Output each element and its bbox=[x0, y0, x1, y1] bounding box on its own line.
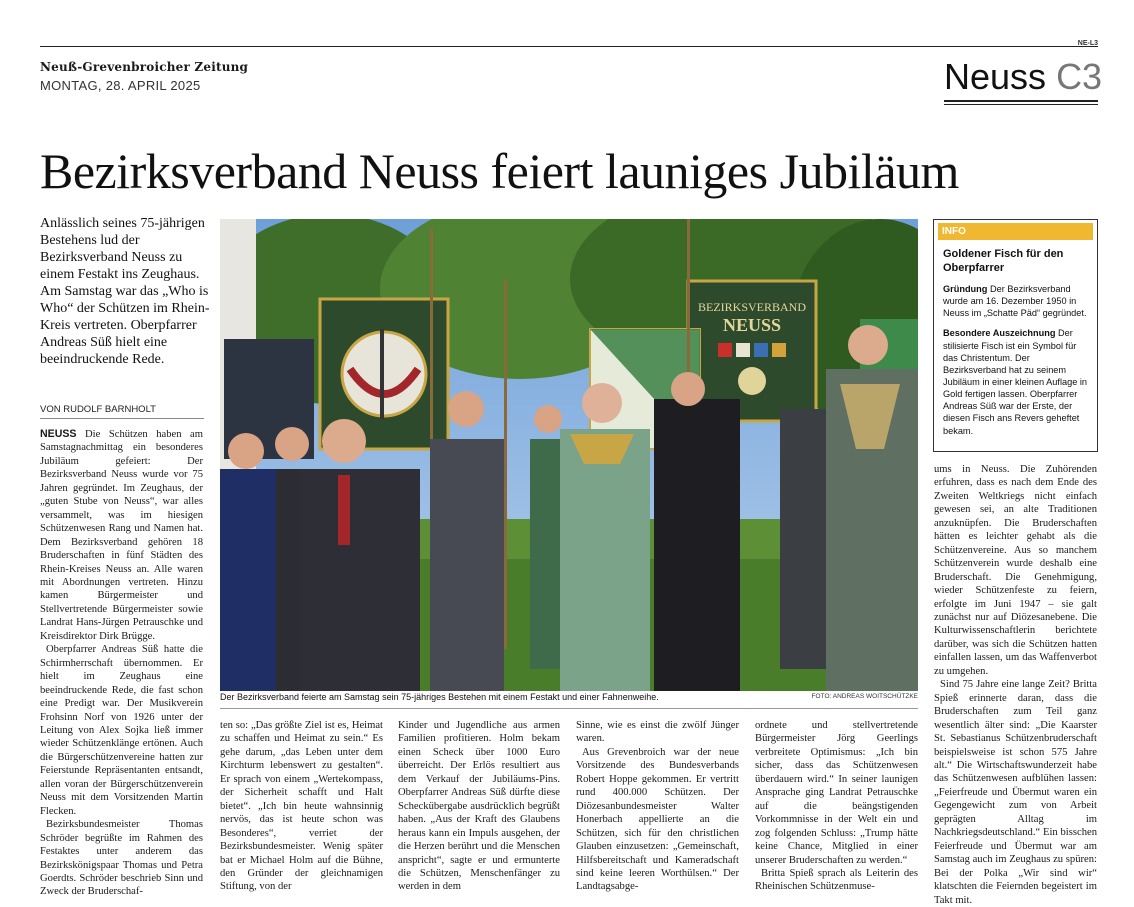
photo-credit: FOTO: ANDREAS WOITSCHÜTZKE bbox=[811, 693, 918, 700]
paragraph: ums in Neuss. Die Zuhörenden erfuhren, dass es nach dem Ende des Zweiten Weltkriegs nicht einfach gewesen sei, an alte Traditionen anzuknüpfen. Die Bruderschaften hätten es leichter gehabt als die Schützenvereine. Aus so manchem Schützenverein wurde deshalb eine Bruderschaft. Die Genehmigung, wieder Schützenfeste zu feiern, erfolgte im Juni 1947 – sie galt zunächst nur auf Diözesanebene. Die Kulturwissenschaftlerin berichtete darüber, was sich die Schützen hatten einfallen lassen, um das Waffenverbot zu umgehen. bbox=[934, 464, 1097, 677]
article-lede: Anlässlich seines 75-jährigen Bestehens lud der Bezirksverband Neuss zu einem Festakt ins Zeughaus. Am Samstag war das „Who is Who“ der Schützen im Rhein-Kreis vertreten. Oberpfarrer Andreas Süß hielt eine beeindruckende Rede. bbox=[40, 216, 210, 367]
paragraph: Die Schützen haben am Samstagnachmittag ein besonderes Jubiläum gefeiert: Der Bezirksverband Neuss wurde vor 75 Jahren gegründet. Im Zeughaus, der „guten Stube von Neuss“, war alles versammelt, was im hiesigen Schützenwesen Rang und Namen hat. Dem Bezirksverband gehören 18 Bruderschaften in fünf Städten des Rhein-Kreises Neuss an. Alle waren mit Abordnungen vertreten. Hinzu kamen Bürgermeister und Stellvertretende Bürgermeister sowie Landrat Hans-Jürgen Petrauschke und Kreisdirektor Dirk Brügge. bbox=[40, 429, 203, 642]
article-column-2 bbox=[220, 719, 383, 894]
article-headline: Bezirksverband Neuss feiert launiges Jubiläum bbox=[40, 143, 959, 199]
paragraph: Bezirksbundesmeister Thomas Schröder begrüßte im Rahmen des Festaktes unter anderem das Bezirkskönigspaar Thomas und Petra Goerdts. Schröder beschrieb Sinn und Zweck der Bruderschaf- bbox=[40, 819, 203, 898]
issue-date: MONTAG, 28. APRIL 2025 bbox=[40, 78, 201, 93]
paragraph: ten so: „Das größte Ziel ist es, Heimat zu schaffen und Heimat zu sein.“ Es gehe darum, „das Leben unter dem Kirchturm lebenswert zu gestalten“. Er sprach von einem „Wertekompass, der Sicherheit schafft und Halt bietet“. „Ich bin heute wahnsinnig nervös, das ist heute schon was Besonderes“, verriet der Bezirksbundesmeister. Wenig später bat er Michael Holm auf die Bühne, den Gründer der gleichnamigen Stiftung, von der bbox=[220, 720, 383, 893]
section-name: Neuss bbox=[944, 56, 1047, 97]
caption-text: Der Bezirksverband feierte am Samstag sein 75-jähriges Bestehen mit einem Festakt und einer Fahnenweihe. bbox=[220, 692, 659, 702]
info-body bbox=[943, 283, 1091, 445]
dateline-kicker: NEUSS bbox=[40, 428, 77, 440]
article-column-1 bbox=[40, 428, 203, 899]
paragraph: Britta Spieß sprach als Leiterin des Rheinischen Schützenmuse- bbox=[755, 867, 918, 893]
section-rule bbox=[944, 100, 1098, 102]
banner-text-1: BEZIRKSVERBAND bbox=[697, 300, 807, 314]
paragraph: ordnete und stellvertretende Bürgermeister Jörg Geerlings verbreitete Optimismus: „Ich bin sicher, dass das Schützenwesen überdauern wird.“ In seiner launigen Ansprache ging Landrat Petrauschke auf die beängstigenden Vorkommnisse in der Welt ein und zog folgenden Schluss: „Trump hätte keine Chance, Mitglied in einer unserer Bruderschaften zu werden.“ bbox=[755, 720, 918, 866]
byline: VON RUDOLF BARNHOLT bbox=[40, 404, 156, 415]
info-box bbox=[933, 219, 1098, 452]
paragraph: Sind 75 Jahre eine lange Zeit? Britta Spieß erinnerte daran, dass die Bruderschaften zum Teil ganz wesentlich älter sind: „Die Kaarster St. Sebastianus Schützenbruderschaft beispielsweise ist schon 575 Jahre alt.“ Die Wirtschaftswunderzeit habe das Schützenwesen aufblühen lassen: „Feierfreude und Übermut waren ein Gegengewicht zum von Arbeit geprägten Alltag im Nachkriegsdeutschland.“ Ein bisschen Feierfreude und Übermut war am Samstag auch im Zeughaus zu spüren: Bei der Polka „Wir sind wir“ klatschten die Feiernden begeistert im Takt mit. bbox=[934, 679, 1097, 906]
info-title: Goldener Fisch für den Oberpfarrer bbox=[943, 248, 1064, 275]
caption-rule bbox=[220, 708, 918, 709]
article-column-3 bbox=[398, 719, 560, 894]
top-rule bbox=[40, 46, 1098, 47]
page-number: C3 bbox=[1056, 56, 1103, 97]
info-subhead: Gründung bbox=[943, 284, 988, 294]
section-rule-thin bbox=[944, 104, 1098, 105]
paragraph: Sinne, wie es einst die zwölf Jünger waren. bbox=[576, 720, 739, 745]
paragraph: Aus Grevenbroich war der neue Vorsitzende des Bundesverbands Robert Hoppe gekommen. Er vertritt rund 400.000 Schützen. Der Diözesanbundesmeister Walter Honerbach appellierte an die Schützen, sich für den christlichen Glauben einzusetzen: „Gemeinschaft, Hilfsbereitschaft und Kameradschaft sind keine leeren Worthülsen.“ Der Landtagsabge- bbox=[576, 746, 739, 893]
paragraph: Kinder und Jugendliche aus armen Familien profitieren. Holm bekam einen Scheck über 1000 Euro überreicht. Der Erlös resultiert aus dem Verkauf der Jubiläums-Pins. Oberpfarrer Andreas Süß dürfte diese Scheckübergabe ausdrücklich begrüßt haben. „Aus der Kraft des Glaubens heraus kann ein Impuls ausgehen, der die Herzen berührt und die Menschen anspricht“, sagte er und ermunterte die Schützen, Menschenfänger zu werden in dem bbox=[398, 720, 560, 893]
info-text: Der Bezirksverband wurde am 16. Dezember 1950 in Neuss im „Schatte Päd“ gegründet. bbox=[943, 284, 1087, 319]
article-column-6 bbox=[934, 463, 1097, 907]
article-column-4 bbox=[576, 719, 739, 894]
banner-text-2: NEUSS bbox=[722, 315, 782, 335]
info-text: Der stilisierte Fisch ist ein Symbol für das Christentum. Der Bezirksverband hat zu seinem Jubiläum in einer kleinen Auflage in Gold fertigen lassen. Oberpfarrer Andreas Süß war der Erste, der diesen Fisch ans Revers geheftet bekam. bbox=[943, 328, 1088, 436]
photo-caption bbox=[220, 692, 918, 708]
info-tag: INFO bbox=[938, 223, 1093, 240]
article-photo bbox=[220, 219, 918, 691]
section-header bbox=[944, 56, 1102, 98]
paragraph: Oberpfarrer Andreas Süß hatte die Schirmherrschaft übernommen. Er hielt im Zeughaus eine beeindruckende Rede, die fast schon eine Predigt war. Der Musikverein Frohsinn Norf von 1926 unter der Leitung von Alex Sojka ließ immer wieder Schützenklänge ertönen. Auch die Bürgerschützenvereine hatten zur Feierstunde Repräsentanten entsandt, allen voran der Bürgerschützenverein Neuss mit dem Vorsitzenden Martin Flecken. bbox=[40, 644, 203, 817]
info-subhead: Besondere Auszeichnung bbox=[943, 328, 1056, 339]
group-photo-illustration bbox=[220, 219, 918, 691]
byline-rule bbox=[40, 418, 204, 419]
page-code: NE-L3 bbox=[1077, 40, 1098, 47]
article-column-5 bbox=[755, 719, 918, 894]
newspaper-name: Neuß-Grevenbroicher Zeitung bbox=[40, 60, 249, 74]
